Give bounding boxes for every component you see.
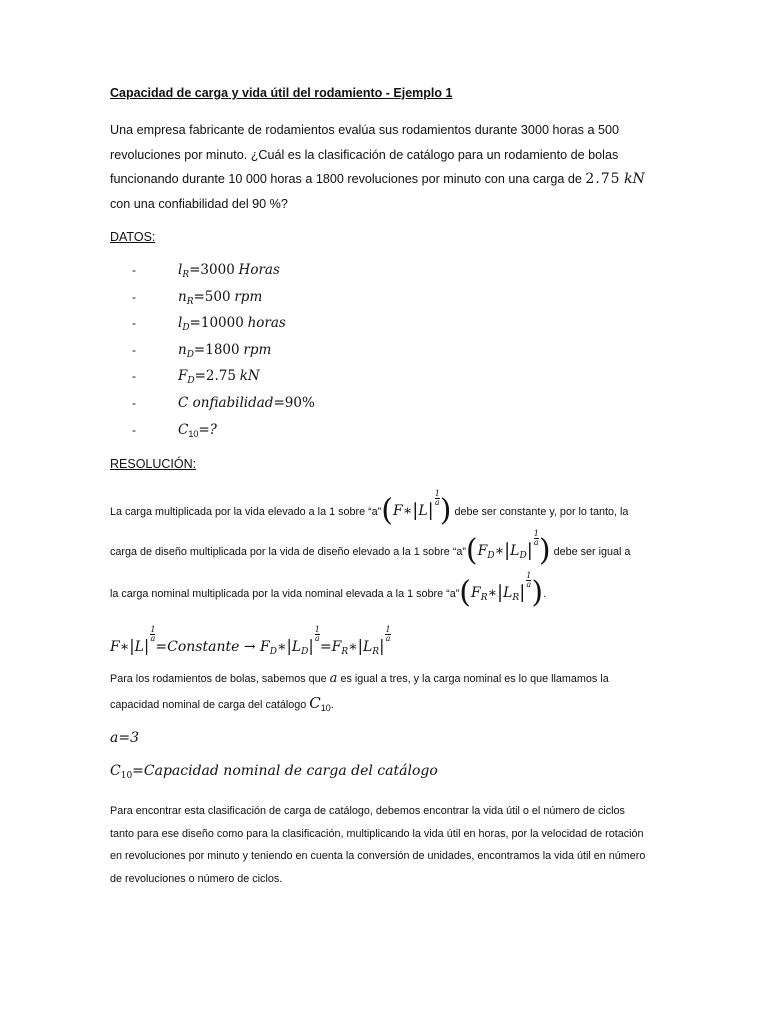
- resolucion-line-2: carga de diseño multiplicada por la vida de diseño elevado a la 1 sobre “$a”(F_D∗|L_D|$ $\frac{1}{a}$ ) debe ser igual a: [110, 529, 631, 568]
- list-item: - C onfiabilidad=90%: [132, 394, 315, 411]
- eq-a: a=3: [110, 730, 139, 746]
- datos-list: [110, 260, 315, 446]
- final-paragraph: Para encontrar esta clasificación de carga de catálogo, debemos encontrar la vida útil o el número de ciclos tanto para ese diseño como para la clasificación, multiplicando la vida útil en horas, por la velocidad de rotación en revoluciones por minuto y teniendo en cuenta la conversión de unidades, encontramos la vida útil en número de revoluciones o número de ciclos.: [110, 805, 646, 885]
- load-unit: kN: [624, 171, 645, 187]
- eq-c10: $C_{10}=Capacidad$ nominal de carga del catálogo: [110, 763, 438, 781]
- list-item: - $F_D=2.75$ kN: [132, 368, 260, 387]
- document-title: Capacidad de carga y vida útil del rodamiento - Ejemplo 1: [110, 86, 453, 100]
- list-item: - $C_{10}=$?: [132, 421, 217, 439]
- list-item: - $n_D=1800$ rpm: [132, 341, 272, 360]
- expr-fd-ld: ($F_D∗|L_D|$ $\frac{1}{a}$ ): [465, 529, 551, 568]
- list-item: - $n_R=500$ rpm: [132, 288, 263, 307]
- load-value: 2.75: [585, 171, 621, 187]
- resolucion-line-1: La carga multiplicada por la vida elevado a la 1 sobre “a”(F∗|L| $\frac{1}{a}$ ) debe ser constante y, por lo tanto, la: [110, 489, 629, 528]
- expr-fr-lr: ($F_R∗|L_R|$ $\frac{1}{a}$ ): [459, 571, 544, 610]
- resolucion-heading: RESOLUCIÓN:: [110, 457, 197, 471]
- intro-text: Una empresa fabricante de rodamientos evalúa sus rodamientos durante 3000 horas a 500 revoluciones por minuto. ¿Cuál es la clasificación de catálogo para un rodamiento de bolas funcionando durante 10 000 horas a 1800 revoluciones por minuto con una carga de: [110, 123, 619, 186]
- intro-end: con una confiabilidad del 90 %?: [110, 196, 288, 211]
- para-2-line-1: Para los rodamientos de bolas, sabemos que a es igual a tres, y la carga nominal es lo que llamamos la: [110, 671, 609, 686]
- problem-statement: [110, 118, 658, 216]
- list-item: - $l_R=3000$ Horas: [132, 262, 280, 280]
- para-2-line-2: capacidad nominal de carga del catálogo $C_{10}$.: [110, 694, 334, 713]
- main-formula: F∗|L| $\frac{1}{a}$ =Constante → $F_D∗|L_D|$ $\frac{1}{a}$ $=F_R∗|L_R|$ $\frac{1}{a}$: [110, 625, 391, 657]
- datos-heading: DATOS:: [110, 230, 156, 244]
- resolucion-line-3: la carga nominal multiplicada por la vida nominal elevada a la 1 sobre “$a”(F_R∗|L_R|$ $\frac{1}{a}$ ).: [110, 571, 547, 610]
- expr-f-l: (F∗|L| $\frac{1}{a}$ ): [381, 489, 452, 528]
- list-item: - $l_D=10000$ horas: [132, 315, 286, 334]
